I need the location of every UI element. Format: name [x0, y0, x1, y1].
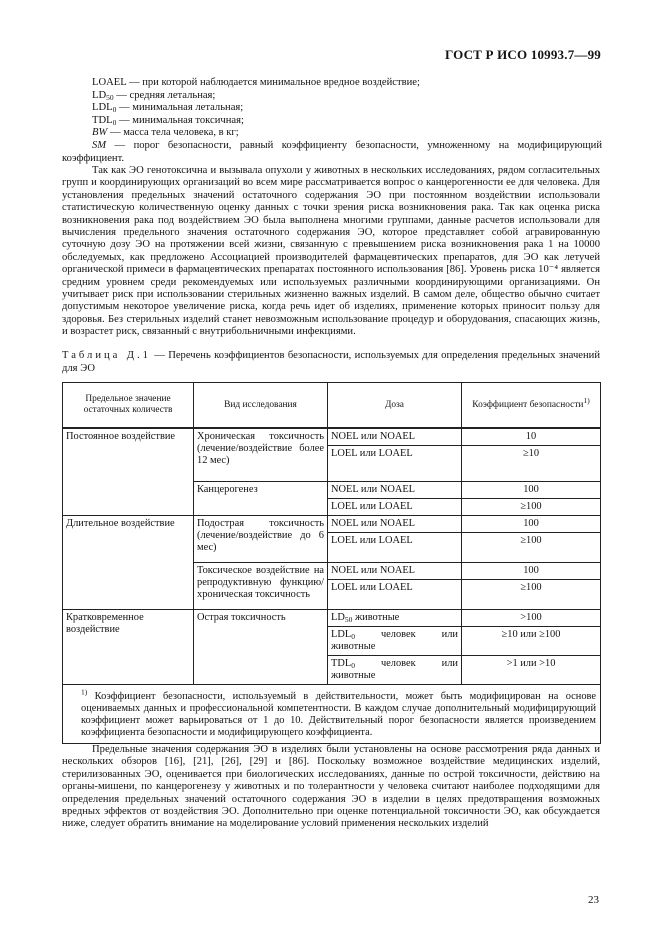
table-caption: Таблица Д.1 — Перечень коэффициентов безопасности, используемых для определения предельных значений для ЭО — [62, 350, 600, 374]
factor-cell: 100 — [462, 563, 601, 580]
factor-cell: ≥100 — [462, 499, 601, 516]
definition-loael: LOAEL — при которой наблюдается минимальное вредное воздействие; — [92, 77, 420, 88]
dose-cell: $TDL_0$ человек или животные — [328, 656, 462, 685]
limit-cell: Кратковременное воздействие — [63, 610, 194, 685]
dose-cell: LOEL или LOAEL — [328, 533, 462, 563]
factor-cell: 10 — [462, 428, 601, 446]
definition-ldl0: $LDL_0$ — минимальная летальная; — [92, 102, 244, 115]
dose-cell: NOEL или NOAEL — [328, 563, 462, 580]
definition-sm: SM — порог безопасности, равный коэффициенту безопасности, умноженному на модифицирующий коэффициент. — [62, 139, 602, 164]
factor-cell: >100 — [462, 610, 601, 627]
limit-cell: Длительное воздействие — [63, 516, 194, 610]
limit-cell: Постоянное воздействие — [63, 428, 194, 516]
dose-cell: LOEL или LOAEL — [328, 580, 462, 610]
dose-cell: LOEL или LOAEL — [328, 446, 462, 482]
definitions-list — [62, 77, 602, 165]
header-limit: Предельное значение остаточных количеств — [63, 383, 194, 429]
factor-cell: ≥10 или ≥100 — [462, 627, 601, 656]
factor-cell: ≥100 — [462, 533, 601, 563]
factor-cell: >1 или >10 — [462, 656, 601, 685]
safety-factor-table — [62, 382, 601, 744]
table-footnote: $^{1)}$ Коэффициент безопасности, используемый в действительности, может быть модифицирован на основе оцениваемых данных и профессиональной компетентности. В каждом случае дополнительный модифицирующий коэффициент может варьироваться от 1 до 10. Действительный порог безопасности является произведением коэффициента безопасности и модифицирующего коэффициента. — [63, 685, 601, 744]
definition-tdl0: $TDL_0$ — минимальная токсичная; — [92, 114, 244, 127]
document-code: ГОСТ Р ИСО 10993.7—99 — [444, 47, 601, 62]
dose-cell: LOEL или LOAEL — [328, 499, 462, 516]
study-cell: Канцерогенез — [194, 482, 328, 516]
definition-bw: BW — масса тела человека, в кг; — [92, 127, 239, 139]
dose-cell: $LD_{50}$ животные — [328, 610, 462, 627]
factor-cell: ≥10 — [462, 446, 601, 482]
header-study: Вид исследования — [194, 383, 328, 429]
study-cell: Токсическое воздействие на репродуктивную функцию/хроническая токсичность — [194, 563, 328, 610]
paragraph-limit-values: Предельные значения содержания ЭО в изделиях были установлены на основе рассмотрения ряда данных и нескольких обзоров [16], [21], [26], [29] и [86]. Поскольку возможное воздействие медицинских изделий, стерилизованных ЭО, оценивается при биологических исследованиях, данные по острой токсичности, действию на органы-мишени, по канцерогенезу у животных и по толерантности у человека считают наиболее подходящими для определения предельных значений остаточного содержания ЭО в изделии в целях предотвращения возможных вредных эффектов от воздействия ЭО. Дополнительно при оценке потенциальной токсичности ЭО, как обсуждается ниже, следует обратить внимание на моделирование условий применения нескольких изделий — [62, 744, 600, 830]
study-cell: Острая токсичность — [194, 610, 328, 685]
factor-cell: 100 — [462, 482, 601, 499]
table-row — [63, 428, 601, 446]
dose-cell: NOEL или NOAEL — [328, 428, 462, 446]
table-row — [63, 610, 601, 627]
table-footnote-row — [63, 685, 601, 744]
page-number: 23 — [588, 894, 599, 906]
dose-cell: $LDL_0$ человек или животные — [328, 627, 462, 656]
table-header-row — [63, 383, 601, 429]
study-cell: Подострая токсичность (лечение/воздействие до 6 мес) — [194, 516, 328, 563]
dose-cell: NOEL или NOAEL — [328, 516, 462, 533]
paragraph-cancer-risk: Так как ЭО генотоксична и вызывала опухоли у животных в нескольких исследованиях, рядом согласительных групп и координирующих организаций во всем мире рассматривается вопрос о канцерогенности ее для человека. Для установления предельных значений остаточного содержания ЭО при постоянном воздействии использовали статистическую количественную оценку данных с точки зрения риска возникновения рака. Так как оценка риска возникновения рака под воздействием ЭО была выполнена многими группами, данные расчетов использовали для вычисления предельного значения остаточного содержания ЭО, которое представляет собой агравированную суточную дозу ЭО на протяжении всей жизни, связанную с превышением риска возникновения рака 1 на 10000 обследуемых, как предложено Ассоциацией производителей фармацевтических препаратов, для ЭО как летучей органической примеси в фармацевтических препаратах постоянного использования [86]. Уровень риска 10⁻⁴ является средним уровнем среди рекомендуемых или используемых различными координирующими организациями. Он учитывает риск при использовании стерильных жизненно важных изделий. В самом деле, общество обычно считает допустимым некоторое увеличение риска, когда речь идет об изделиях, применение которых приносит пользу для здоровья. Без стерильных изделий станет невозможным использование процедур и оборудования, спасающих жизнь, и возрастет риск, связанный с внутрибольничными инфекциями. — [62, 165, 600, 338]
definition-ld50: $LD_{50}$ — средняя летальная; — [92, 89, 216, 102]
factor-cell: 100 — [462, 516, 601, 533]
header-factor: Коэффициент безопасности$^{1)}$ — [462, 383, 601, 429]
factor-cell: ≥100 — [462, 580, 601, 610]
study-cell: Хроническая токсичность (лечение/воздействие более 12 мес) — [194, 428, 328, 482]
table-row — [63, 516, 601, 533]
dose-cell: NOEL или NOAEL — [328, 482, 462, 499]
header-dose: Доза — [328, 383, 462, 429]
